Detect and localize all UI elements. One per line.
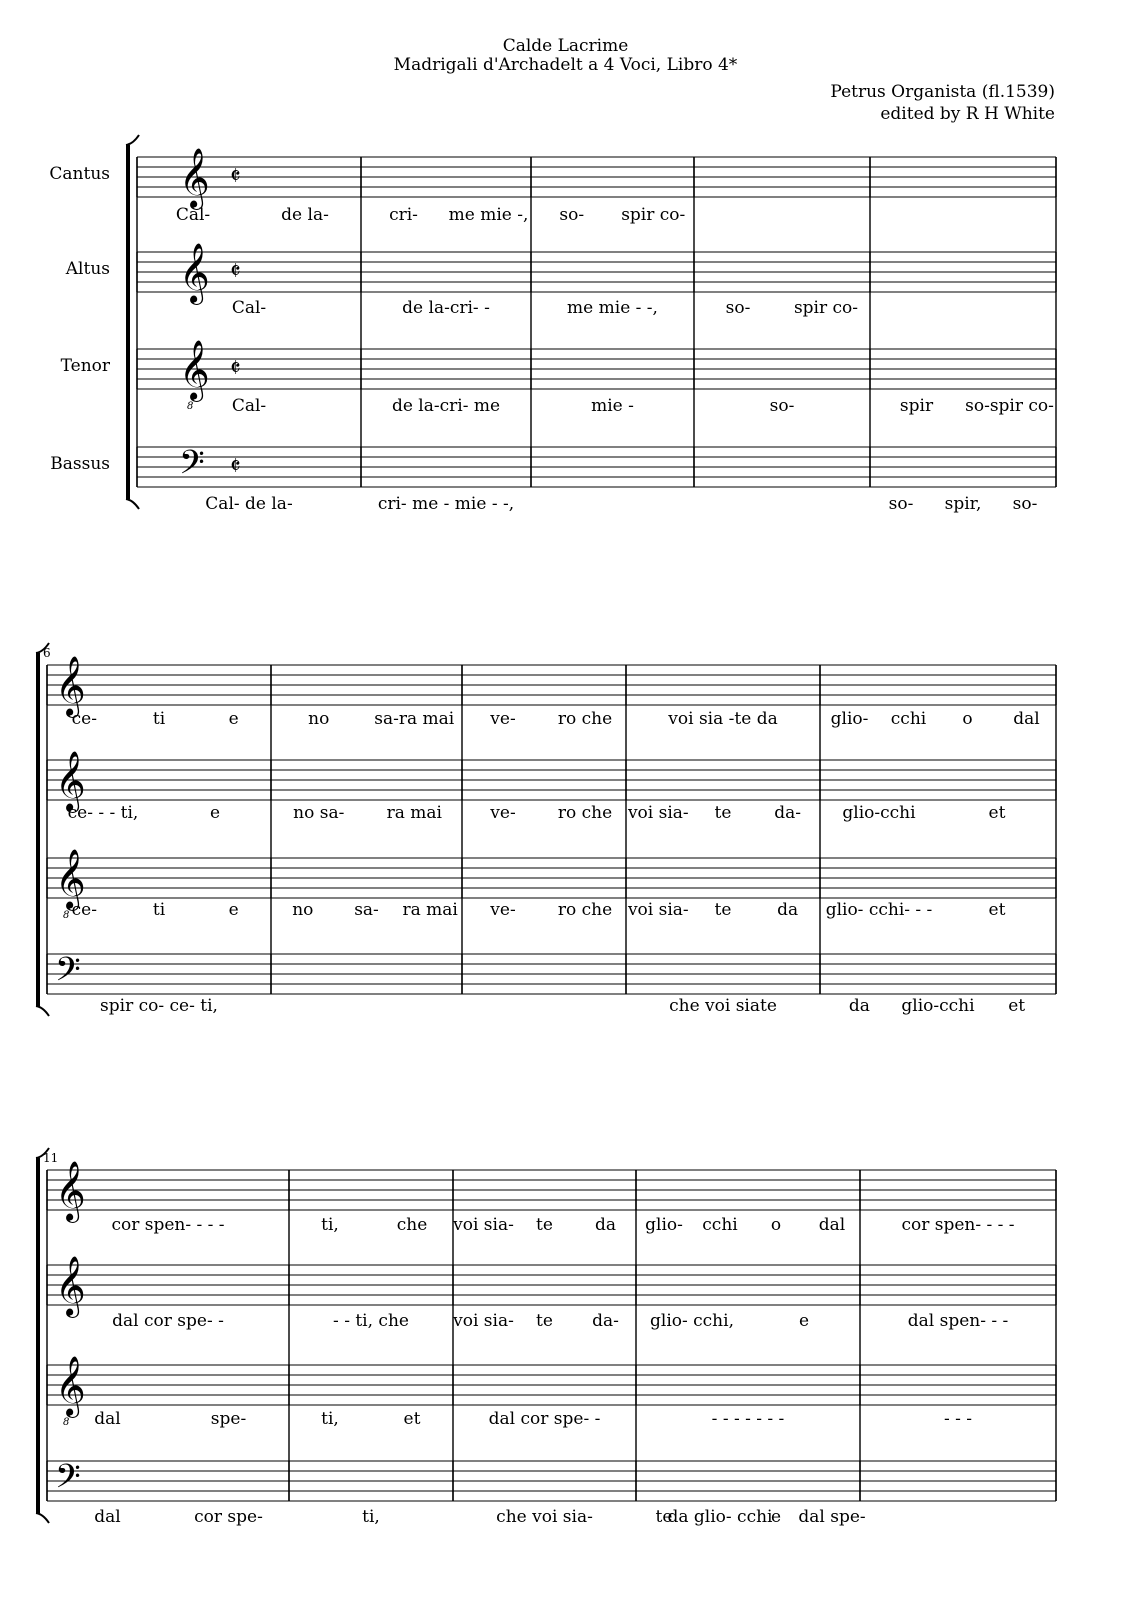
measure-number: 6	[43, 646, 51, 660]
lyric: me mie - -,	[567, 298, 658, 318]
lyric: so-	[725, 298, 751, 318]
lyric: no	[292, 900, 314, 920]
lyric: da	[848, 996, 870, 1016]
lyric: so-	[559, 205, 585, 225]
lyric: glio-	[645, 1215, 683, 1235]
piece-subtitle: Madrigali d'Archadelt a 4 Voci, Libro 4*	[393, 55, 738, 75]
lyric: ti	[152, 900, 166, 920]
lyric: so-spir co-	[965, 396, 1054, 416]
lyric: - - - - - - -	[711, 1409, 785, 1429]
lyric: de la-cri- -	[402, 298, 490, 318]
lyric: da glio- cchi	[667, 1507, 773, 1527]
voice-label-altus: Altus	[65, 259, 110, 279]
editor-credit: edited by R H White	[880, 104, 1055, 124]
lyric: dal spe-	[798, 1507, 866, 1527]
lyric: o	[770, 1215, 782, 1235]
lyric: no sa-	[293, 803, 345, 823]
bracket-bottom-hook	[36, 1513, 49, 1523]
treble-clef: 𝄞	[55, 849, 86, 909]
treble-clef: 𝄞	[55, 751, 86, 811]
bracket-top-hook	[126, 135, 139, 145]
lyric: so-	[1012, 494, 1038, 514]
lyric: ro che	[557, 900, 613, 920]
lyric: cor spen- - - -	[901, 1215, 1015, 1235]
lyric: cor spe-	[194, 1507, 263, 1527]
lyric: spir,	[944, 494, 982, 514]
lyric: Cal- de la-	[205, 494, 293, 514]
lyric: che	[396, 1215, 428, 1235]
composer-credit: Petrus Organista (fl.1539)	[830, 82, 1055, 102]
lyric: sa-	[354, 900, 379, 920]
lyric: che voi siate	[669, 996, 777, 1016]
lyric: ce-	[71, 709, 97, 729]
lyric: da-	[774, 803, 802, 823]
lyric: dal cor spe- -	[112, 1311, 224, 1331]
lyric: so-	[769, 396, 795, 416]
lyric: glio- cchi- - -	[825, 900, 933, 920]
treble-clef: 𝄞	[179, 243, 210, 303]
lyric: Cal-	[231, 396, 267, 416]
lyric: cor spen- - - -	[111, 1215, 225, 1235]
voice-label-bassus: Bassus	[50, 454, 110, 474]
measure-number: 11	[43, 1151, 59, 1165]
time-signature: 𝄵	[230, 354, 241, 382]
lyric: dal cor spe- -	[488, 1409, 601, 1429]
octave-marker: 8	[187, 401, 194, 412]
voice-label-tenor: Tenor	[60, 356, 110, 376]
lyric: ra mai	[386, 803, 442, 823]
lyric: sa-ra mai	[374, 709, 455, 729]
treble-clef: 𝄞	[55, 1256, 86, 1316]
lyric: te	[536, 1215, 553, 1235]
lyric: e	[770, 1507, 782, 1527]
lyric: ti,	[321, 1215, 339, 1235]
lyric: voi sia-	[627, 803, 689, 823]
lyric: et	[403, 1409, 421, 1429]
lyric: spir co-	[793, 298, 859, 318]
lyric: ce-	[71, 900, 97, 920]
lyric: e	[228, 709, 239, 729]
lyric: glio-	[830, 709, 869, 729]
bass-clef: 𝄢	[55, 951, 81, 997]
time-signature: 𝄵	[230, 162, 241, 190]
lyric: dal	[94, 1409, 121, 1429]
treble-clef: 𝄞	[55, 1356, 86, 1416]
lyric: dal	[818, 1215, 846, 1235]
time-signature: 𝄵	[230, 452, 241, 480]
lyric: da	[777, 900, 799, 920]
treble-clef: 𝄞	[179, 148, 210, 208]
lyric: ve-	[490, 900, 516, 920]
lyric: de la-	[281, 205, 329, 225]
bass-clef: 𝄢	[179, 444, 205, 490]
lyric: - - ti, che	[333, 1311, 409, 1331]
lyric: dal	[94, 1507, 121, 1527]
time-signature: 𝄵	[230, 257, 241, 285]
lyric: e	[228, 900, 239, 920]
lyric: ra mai	[402, 900, 458, 920]
lyric: ce- - - ti,	[67, 803, 139, 823]
lyric: ro che	[557, 803, 613, 823]
treble-clef: 𝄞	[179, 340, 210, 400]
lyric: Cal-	[231, 298, 267, 318]
lyric: voi sia -te da	[668, 709, 778, 729]
lyric: che voi sia-	[496, 1507, 593, 1527]
lyric: o	[962, 709, 973, 729]
lyric: dal spen- - -	[907, 1311, 1009, 1331]
lyric: Cal-	[175, 205, 211, 225]
lyric: et	[1008, 996, 1026, 1016]
lyric: spe-	[210, 1409, 247, 1429]
lyric: glio- cchi,	[650, 1311, 734, 1331]
lyric: so-	[888, 494, 914, 514]
lyric: mie -	[591, 396, 634, 416]
lyric: ti,	[362, 1507, 380, 1527]
lyric: de la-cri- me	[391, 396, 501, 416]
lyric: no	[308, 709, 330, 729]
lyric: te	[714, 803, 732, 823]
bracket-bottom-hook	[126, 499, 139, 509]
lyric: spir co- ce- ti,	[100, 996, 218, 1016]
lyric: cchi	[890, 709, 927, 729]
lyric: da-	[592, 1311, 619, 1331]
lyric: te	[714, 900, 732, 920]
lyric: et	[988, 803, 1006, 823]
piece-title: Calde Lacrime	[502, 36, 629, 56]
lyric: et	[988, 900, 1006, 920]
lyric: spir	[899, 396, 934, 416]
lyric: ve-	[490, 709, 516, 729]
bracket-bottom-hook	[36, 1006, 49, 1016]
lyric: ti,	[321, 1409, 339, 1429]
lyric: voi sia-	[627, 900, 689, 920]
lyric: voi sia-	[453, 1311, 514, 1331]
lyric: me mie -,	[448, 205, 529, 225]
lyric: e	[798, 1311, 810, 1331]
treble-clef: 𝄞	[55, 1161, 86, 1221]
lyric: ti	[152, 709, 166, 729]
lyric: te	[536, 1311, 553, 1331]
lyric: ro che	[557, 709, 613, 729]
voice-label-cantus: Cantus	[49, 164, 110, 184]
lyric: cri- me - mie - -,	[377, 494, 515, 514]
lyric: spir co-	[621, 205, 686, 225]
lyric: - - -	[943, 1409, 973, 1429]
lyric: cri-	[389, 205, 418, 225]
lyric: glio-cchi	[842, 803, 916, 823]
lyric: e	[209, 803, 221, 823]
lyric: da	[594, 1215, 617, 1235]
octave-marker: 8	[63, 1417, 70, 1428]
treble-clef: 𝄞	[55, 656, 86, 716]
lyric: cchi	[702, 1215, 738, 1235]
octave-marker: 8	[63, 910, 70, 921]
lyric: voi sia-	[453, 1215, 514, 1235]
lyric: ve-	[490, 803, 516, 823]
lyric: te	[655, 1507, 673, 1527]
bass-clef: 𝄢	[55, 1458, 81, 1504]
lyric: dal	[1013, 709, 1040, 729]
lyric: glio-cchi	[901, 996, 975, 1016]
